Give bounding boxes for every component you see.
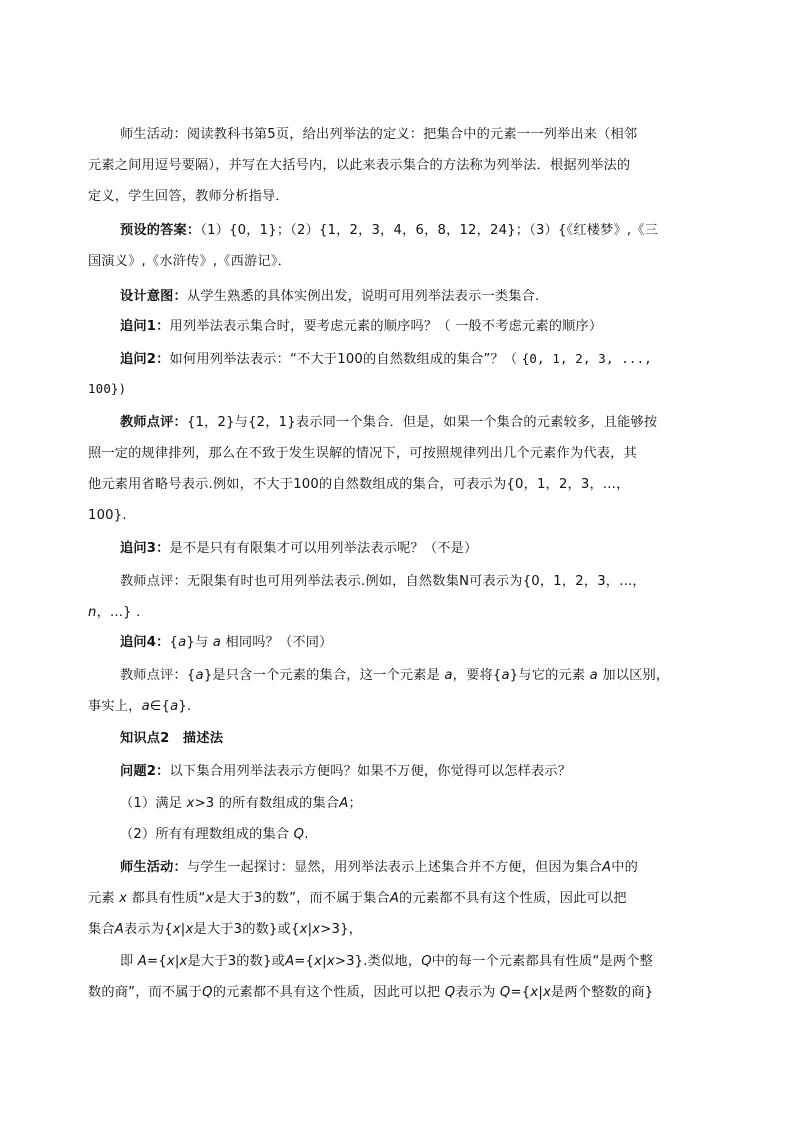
text-line <box>120 795 362 813</box>
text-run: a <box>141 699 150 714</box>
text-run: x <box>326 954 335 969</box>
text-run: 追问2： <box>120 352 170 367</box>
text-run: 是大于3的数”，而不属于集合 <box>213 891 390 906</box>
text-run: 问题2： <box>120 764 170 779</box>
text-run: | <box>174 954 180 969</box>
text-line <box>88 157 630 175</box>
text-run: ∈{ <box>149 699 171 714</box>
text-run: 国演义》,《水浒传》,《西游记》． <box>88 254 291 269</box>
text-run: ={ <box>294 954 315 969</box>
text-run: x <box>186 796 195 811</box>
text-run: 是不是只有有限集才可以用列举法表示呢？（不是） <box>169 541 478 556</box>
text-run: 教师点评： <box>120 415 187 430</box>
text-run: a <box>178 635 187 650</box>
text-run: }与它的元素 <box>509 668 590 683</box>
text-run: 集合 <box>88 922 115 937</box>
text-line <box>88 698 191 716</box>
text-run: | <box>322 954 327 969</box>
text-line <box>88 921 362 939</box>
text-line <box>120 573 646 591</box>
text-line <box>120 953 653 971</box>
text-run: Q <box>293 827 305 842</box>
text-run: 中的 <box>611 860 638 875</box>
text-run: 照一定的规律排列，那么在不致于发生误解的情况下，可按照规律列出几个元素作为代表，其 <box>88 446 637 461</box>
text-run: 100}) <box>88 381 127 396</box>
text-run: 他元素用省略号表示.例如，不大于100的自然数组成的集合，可表示为{0，1，2，3，...， <box>88 477 630 492</box>
text-line <box>120 318 602 336</box>
text-line <box>88 188 289 206</box>
text-line <box>88 507 127 525</box>
text-line <box>88 604 141 622</box>
text-run: （1）满足 <box>120 796 187 811</box>
text-run: }. <box>178 699 192 714</box>
text-run: A <box>137 954 148 969</box>
text-run: >3}.类似地， <box>334 954 422 969</box>
text-run: x <box>172 922 181 937</box>
text-run: （2）所有有理数组成的集合 <box>120 827 294 842</box>
text-run: 定义，学生回答，教师分析指导． <box>88 189 289 204</box>
text-run: | <box>538 985 543 1000</box>
text-run: a <box>170 699 179 714</box>
text-line <box>120 126 637 144</box>
text-run: 与学生一起探讨：显然，用列举法表示上述集合并不方便，但因为集合 <box>186 860 602 875</box>
text-line <box>120 730 223 748</box>
text-run: | <box>180 922 186 937</box>
text-line <box>120 826 309 844</box>
text-run: A <box>601 860 612 875</box>
text-line <box>120 634 333 652</box>
text-run: x <box>166 954 175 969</box>
text-run: ，要将{ <box>452 668 502 683</box>
text-line <box>88 890 627 908</box>
text-line <box>88 445 637 463</box>
text-run: n <box>88 605 97 620</box>
text-line <box>120 350 652 369</box>
text-run: x <box>299 922 308 937</box>
text-line <box>88 476 629 494</box>
text-line <box>120 414 657 432</box>
text-run: { <box>169 635 179 650</box>
text-run: x <box>314 954 323 969</box>
text-run: 的元素都不具有这个性质，因此可以把 <box>399 891 627 906</box>
text-run: 追问1： <box>120 319 170 334</box>
text-run: Q <box>499 985 511 1000</box>
text-run: >3 的所有数组成的集合 <box>194 796 340 811</box>
text-run: 元素之间用逗号要隔），并写在大括号内，以此来表示集合的方法称为列举法．根据列举法的 <box>88 158 631 173</box>
text-run: 以下集合用列举法表示方便吗？如果不万便，你觉得可以怎样表示？ <box>169 764 572 779</box>
text-line <box>120 667 669 685</box>
text-run: 追问4： <box>120 635 170 650</box>
text-run: a <box>589 668 598 683</box>
text-run: x <box>185 922 194 937</box>
text-run: }是只含一个元素的集合，这一个元素是 <box>203 668 445 683</box>
text-run: x <box>542 985 551 1000</box>
text-run: 师生活动：阅读教科书第5页，给出列举法的定义：把集合中的元素一一列举出来（相邻 <box>120 127 638 142</box>
text-run: | <box>307 922 313 937</box>
text-line <box>88 380 126 399</box>
text-run: 即 <box>120 954 138 969</box>
text-run: 设计意图： <box>120 289 187 304</box>
text-run: 中的每一个元素都具有性质“是两个整 <box>431 954 654 969</box>
text-line <box>120 288 539 306</box>
text-run: 相同吗？（不同） <box>221 635 333 650</box>
text-run: 数的商”，而不属于 <box>88 985 203 1000</box>
text-run: 教师点评：无限集有时也可用列举法表示.例如，自然数集N可表示为{0，1，2，3，...， <box>120 574 646 589</box>
text-run: Q <box>202 985 213 1000</box>
text-run: a <box>212 635 222 650</box>
text-run: A <box>389 891 400 906</box>
text-run: ={ <box>147 954 167 969</box>
text-run: A <box>285 954 295 969</box>
text-run: {0, 1, 2, 3, ..., <box>521 351 652 366</box>
text-run: 100}. <box>88 508 127 523</box>
text-run: Q <box>444 985 456 1000</box>
text-run: x <box>205 891 214 906</box>
text-run: x <box>179 954 188 969</box>
text-run: 知识点2 描述法 <box>120 731 224 746</box>
text-run: 都具有性质“ <box>127 891 206 906</box>
text-run: A <box>339 796 349 811</box>
text-run: ； <box>348 796 362 811</box>
text-run: （1）{0，1}；（2）{1，2，3，4，6，8，12，24}；（3）{《红楼梦》,《三 <box>200 223 659 238</box>
text-run: 表示为{ <box>124 922 173 937</box>
text-line <box>120 763 571 781</box>
text-run: . <box>304 827 309 842</box>
text-run: 元素 <box>88 891 120 906</box>
text-run: 是大于3的数}或{ <box>193 922 300 937</box>
text-run: x <box>119 891 128 906</box>
text-run: 是大于3的数}或 <box>187 954 286 969</box>
text-run: 追问3： <box>120 541 170 556</box>
text-run: x <box>312 922 321 937</box>
text-run: 是两个整数的商} <box>551 985 654 1000</box>
text-run: 教师点评：{ <box>120 668 196 683</box>
text-run: 预设的答案： <box>120 223 201 238</box>
text-run: ={ <box>510 985 531 1000</box>
text-run: Q <box>421 954 432 969</box>
text-line <box>88 984 653 1002</box>
text-run: >3}， <box>320 922 363 937</box>
text-run: }与 <box>186 635 213 650</box>
text-run: 如何用列举法表示：“不大于100的自然数组成的集合”？（ <box>169 352 522 367</box>
text-line <box>120 222 658 240</box>
text-run: 表示为 <box>455 985 500 1000</box>
text-run: 从学生熟悉的具体实例出发，说明可用列举法表示一类集合. <box>186 289 540 304</box>
text-run: a <box>444 668 453 683</box>
text-run: 师生活动： <box>120 860 187 875</box>
text-run: ，...} . <box>96 605 141 620</box>
text-run: 的元素都不具有这个性质，因此可以把 <box>212 985 445 1000</box>
text-run: x <box>530 985 539 1000</box>
text-run: {1，2}与{2，1}表示同一个集合．但是，如果一个集合的元素较多，且能够按 <box>186 415 658 430</box>
text-run: 事实上， <box>88 699 142 714</box>
text-run: 用列举法表示集合时，要考虑元素的顺序吗？（ 一般不考虑元素的顺序） <box>169 319 603 334</box>
text-line <box>120 540 477 558</box>
text-line <box>120 859 638 877</box>
text-run: a <box>195 668 204 683</box>
text-line <box>88 253 291 271</box>
text-run: a <box>501 668 510 683</box>
text-run: 加以区别， <box>597 668 670 683</box>
text-run: A <box>114 922 125 937</box>
